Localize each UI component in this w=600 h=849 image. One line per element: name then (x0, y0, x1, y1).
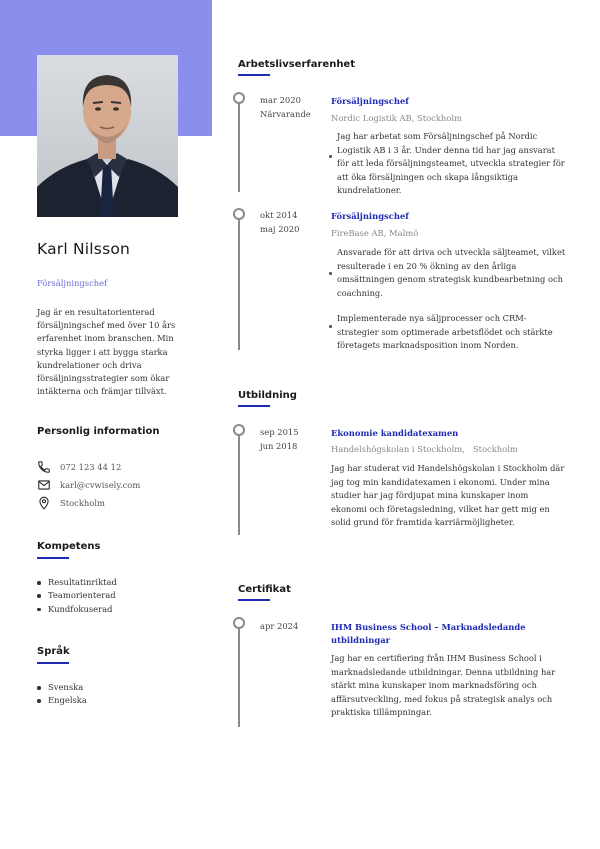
contact-email (37, 478, 140, 492)
certificates-heading: Certifikat (238, 584, 291, 595)
experience-2-title: Försäljningschef (331, 211, 409, 221)
experience-1-dates (260, 94, 311, 121)
bullet-dot (329, 272, 332, 275)
experience-1-title: Försäljningschef (331, 96, 409, 106)
language-item: Engelska (37, 694, 87, 707)
language-item: Svenska (37, 681, 87, 694)
bullet-dot (329, 325, 332, 328)
contact-location (37, 496, 105, 510)
skills-list (37, 576, 117, 616)
timeline-node (233, 208, 245, 220)
bullet-dot (329, 155, 332, 158)
certificate-1-title: IHM Business School – Marknadsledande utbildningar (331, 622, 526, 645)
timeline-node (233, 424, 245, 436)
personal-info-heading: Personlig information (37, 426, 160, 437)
location-pin-icon (37, 496, 51, 510)
phone-text[interactable]: 072 123 44 12 (60, 462, 122, 472)
mail-icon (37, 478, 51, 492)
candidate-name: Karl Nilsson (37, 240, 131, 258)
education-1-dates (260, 426, 299, 453)
contact-phone (37, 460, 121, 474)
profile-summary: Jag är en resultatorienterad försäljningschef med över 10 års erfarenhet inom branschen. Min styrka ligger i att bygga starka kundrelationer och driva försäljningsstrategier som ökar intäkterna och främjar tillväxt. (37, 307, 176, 397)
experience-1-org: Nordic Logistik AB, Stockholm (331, 113, 462, 123)
certificates-underline (238, 599, 270, 601)
location-text: Stockholm (60, 498, 105, 508)
date-end: jun 2018 (260, 440, 298, 451)
experience-2-dates (260, 209, 300, 236)
education-underline (238, 405, 270, 407)
certificate-1-date: apr 2024 (260, 621, 299, 631)
experience-underline (238, 74, 270, 76)
languages-heading: Språk (37, 646, 70, 657)
date-start: sep 2015 (260, 427, 299, 437)
date-start: okt 2014 (260, 210, 298, 220)
certificate-1-description: Jag har en certifiering från IHM Business School i marknadsledande utbildningar. Denna utbildning har stärkt mina kunskaper inom marknadsföring och affärsutveckling, med fokus på strategisk analys och praktiska tillämpningar. (331, 653, 556, 717)
experience-2-bullet-1: Ansvarade för att driva och utveckla säljteamet, vilket resulterade i en 20 % ökning av den årliga omsättningen genom strategisk kundbearbetning och coachning. (337, 247, 566, 298)
education-1-description: Jag har studerat vid Handelshögskolan i Stockholm där jag tog min kandidatexamen i ekonomi. Under mina studier har jag fördjupat mina kunskaper inom ekonomi och företagsledning, vilket har gett mig en solid grund för framtida karriärmöjligheter. (331, 463, 565, 527)
date-end: Närvarande (260, 108, 311, 119)
languages-list (37, 681, 87, 708)
timeline-node (233, 617, 245, 629)
experience-2-org: FireBase AB, Malmö (331, 228, 419, 238)
education-heading: Utbildning (238, 390, 297, 401)
candidate-role: Försäljningschef (37, 278, 108, 288)
date-start: mar 2020 (260, 95, 301, 105)
experience-2-bullet-2: Implementerade nya säljprocesser och CRM-strategier som optimerade arbetsflödet och stärkte företagets marknadsposition inom Norden. (337, 313, 553, 350)
email-text[interactable]: karl@cvwisely.com (60, 480, 141, 490)
skill-item: Kundfokuserad (37, 603, 117, 616)
experience-heading: Arbetslivserfarenhet (238, 59, 355, 70)
timeline-line (238, 432, 240, 535)
timeline-line (238, 627, 240, 727)
experience-1-bullet-1: Jag har arbetat som Försäljningschef på Nordic Logistik AB i 3 år. Under denna tid har jag ansvarat för att leda försäljningsteamet, utveckla strategier för att öka försäljningen och skapa långsiktiga kundrelationer. (337, 131, 565, 195)
skill-item: Teamorienterad (37, 589, 117, 602)
timeline-line (238, 98, 240, 192)
languages-underline (37, 662, 69, 664)
portrait-illustration (37, 55, 178, 217)
profile-photo (37, 55, 178, 217)
skill-item: Resultatinriktad (37, 576, 117, 589)
skills-heading: Kompetens (37, 541, 101, 552)
phone-icon (37, 460, 51, 474)
timeline-node (233, 92, 245, 104)
timeline-line (238, 218, 240, 350)
education-1-org: Handelshögskolan i Stockholm, Stockholm (331, 444, 518, 454)
skills-underline (37, 557, 69, 559)
date-end: maj 2020 (260, 223, 300, 234)
education-1-title: Ekonomie kandidatexamen (331, 428, 459, 438)
